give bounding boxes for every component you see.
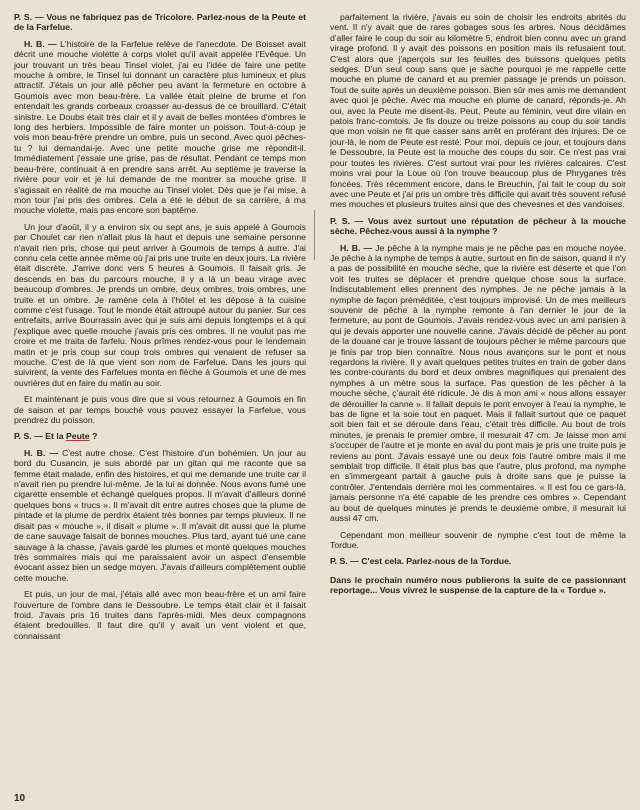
question-prefix: P. S. — Et la [14,431,66,442]
question-peute [14,431,306,441]
margin-mark [314,210,317,260]
peute-word: Peute [65,431,90,442]
answer-text: C'est autre chose. C'est l'histoire d'un bohémien. Un jour au bord du Cusancin, je suis abordé par un gitan qui me raconte que sa femme était malade, enfin des histoires, et qui me demande une truite car il n'avait rien pu prendre lui-même. Je la lui ai donnée. Nous avons fumé une cigarette ensemble et échangé quelques propos. Il m'avait d'ailleurs donné quelques bons « trucs ». Il m'avait dit entre autres choses que la plume de pintade et la plume de perdrix étaient très bonnes par temps pluvieux. Il ne disait pas « mouche », il disait « plume ». Il m'avait dit aussi que la plume de cane sauvage faisait de bonnes mouches. Plus tard, ayant tué une cane sauvage à la chasse, j'avais gardé les plumes et monté quelques mouches très sommaires mais qui me paraissaient avoir un aspect d'ensemble évocant assez bien un sedge moyen. J'avais d'ailleurs complètement oublié cette mouche. [14,447,306,583]
speaker-label: H. B. — [24,38,57,49]
question-farfelue: P. S. — Vous ne fabriquez pas de Tricolore. Parlez-nous de la Peute et de la Farfelue. [14,12,306,33]
speaker-label: H. B. — [24,447,59,458]
answer-peute [14,448,306,583]
page-number: 10 [14,793,26,804]
paragraph-advice: Et maintenant je puis vous dire que si vous retournez à Goumois en fin de saison et par temps bouché vous pouvez essayer la Farfelue, vous prendrez du poisson. [14,394,306,426]
left-column [14,12,306,647]
paragraph-tordue: Cependant mon meilleur souvenir de nymphe c'est tout de même la Tordue. [330,529,626,550]
answer-nymphe [330,243,626,524]
question-tordue: P. S. — C'est cela. Parlez-nous de la Tordue. [330,556,512,567]
answer-text: L'histoire de la Farfelue relève de l'anecdote. De Boisset avait décrit une mouche violette à corps violet qu'il avait appelée l'Evêque. Un jour trouvant un très beau Tinsel violet, j'ai eu l'idée de faire une petite mouche à ombre, le Tinsel lui donnant un caractère plus lumineux et plus attractif. J'étais un jour allé pêcher peu avant la fermeture en octobre à Goumois avec mon beau-frère. La vallée était pleine de brume et l'on entendait les grands corbeaux croasser au-dessus de ce brouillard. C'était sinistre. Le Doubs était très clair et il y avait de belles montées d'ombres le long des herbiers. Impossible de faire monter un poisson. Tout-à-coup je vois mon beau-frère prendre un ombre, puis un second. Avec quoi pêches-tu ? lui demandai-je. Avec une petite mouche grise me répondit-il. Immédiatement j'essaie une grise, pas de résultat. Pendant ce temps mon beau-frère, continuait à en prendre sans arrêt. Au septième je traverse la rivière pour voir et je lui demande de me montrer sa mouche grise. Il s'agissait en réalité de ma mouche au Tinsel violet. Dès que je l'ai mise, à mon tour j'ai pris des ombres. Cela a été le début de sa carrière, à ma mouche violette, mais pas encore son baptême. [14,38,306,216]
question-nymphe: P. S. — Vous avez surtout une réputation de pêcheur à la mouche sèche. Pêchez-vous aussi à la nymphe ? [330,215,626,237]
answer-farfelue [14,39,306,216]
right-column [330,12,626,602]
paragraph-goumois: Un jour d'août, il y a environ six ou sept ans, je suis appelé à Goumois par Choulet car rien n'allait plus là haut et depuis une semaine personne n'avait rien pris, chose qui peut arriver à Goumois de temps à autre. J'ai connu cela cette année même où j'ai pris une truite en deux jours. La rivière était discrète. J'arrive donc vers 5 heures à Goumois. Il faisait gris. Je descends en bas du parcours mouche, il y a là un beau virage avec beaucoup d'ombres. Je prends un ombre, deux ombres, trois ombres, une truite et un ombre. Je ramène cela à l'hôtel et les dépose à la cuisine comme c'est l'usage. Tout le monde était attroupé autour du panier. Sur ces entrefaits, arrive Bourrassin avec qui je suis ami depuis longtemps et à qui j'explique avec quelle mouche j'avais pris ces ombres. Il ne voulut pas me croire et me traita de farfelu. Nous prîmes rendez-vous pour le lendemain matin et je pris coup sur coup trois ombres qui venaient de refuser sa mouche. C'est de là que vient son nom de Farfelue. Dans les jours qui suivirent, la vente des Farfelues monta en flèche à Goumois et une de mes ouvrières dut en faire du matin au soir. [14,221,306,388]
paragraph-may: Et puis, un jour de mai, j'étais allé avec mon beau-frère et un ami faire l'ouverture de l'ombre dans le Dessoubre. Le temps était clair et il faisait froid. J'avais pris 16 truites dans l'après-midi. Mes deux compagnons étaient bredouilles. Il faut dire qu'il y avait un vent violent et que, connaissant [14,589,306,641]
question-suffix: ? [89,431,98,442]
closing-note: Dans le prochain numéro nous publierons la suite de ce passionnant reportage... Vous vivrez le suspense de la capture de la « Tordue ». [330,574,626,596]
speaker-label: H. B. — [340,242,373,253]
answer-text: Je pêche à la nymphe mais je ne pêche pas en mouche noyée. Je pêche à la nymphe de temps à autre, surtout en fin de saison, quand il n'y a pas de possibilité en mouche sèche, que la rivière est déserte et que l'on voit les truites se déplacer et prendre quelque chose sous la surface. Indiscutablement elles prennent des nymphes. Je ne pêche jamais à la nymphe de façon préméditée, c'est toujours improvisé. Un de mes meilleurs souvenir de pêche à la nymphe remonte à l'an dernier le jour de la fermeture, au pont de Goumois. J'avais rendez-vous avec un ami parisien à qui je devais apporter une nouvelle canne. J'avais décidé de pêcher au pont de la douane car je trouve lassant de toujours pêcher le même parcours que je finis par trop bien connaître. Nous nous avançons sur le pont et nous regardons la rivière. Il y avait quelques petites truites en train de gober dans les contre-courants du bord et deux ombres magnifiques qui prenaient des nymphes à un mètre sous la surface. Pas question de les pêcher à la mouche sèche, ç'aurait été ridicule. Je dis à mon ami « nous allons essayer de dérouiller la canne ». Il fallait depuis le pont envoyer à l'eau la nymphe, le bas de ligne et la soie tout en paquet. Mais il fallait surtout que ce paquet soit bien fait et se déroule dans l'eau, c'était très difficile. Au bout de trois minutes, je prenais le premier ombre, il mesurait 47 cm. Je laisse mon ami s'occuper de l'autre et je monte en aval du pont mais je pris une truite puis je reviens au pont. J'avais essayé une ou deux fois l'autre ombre mais il me semblait trop difficile. Il était plus bas que l'autre, plus profond, ma nymphe en s'immergeant partait à gauche puis à droite sans que je puisse la contrôler. J'entendais derrière moi les commentaires. « Il est fou ce gars-là, jamais personne n'a été capable de les prendre ces ombres ». Cependant au bout de quelques minutes je prends le deuxième ombre, il mesurait lui aussi 47 cm. [330,242,627,524]
paragraph-continued: parfaitement la rivière, j'avais eu soin de choisir les endroits abrités du vent. Il n'y avait que de rares gobages sous les arbres. Nous décidâmes d'aller faire le coup du soir au kilomètre 5, endroit bien connu avec un grand virage profond. Il y avait des poissons en position mais ils refusaient tout. C'est alors que j'aperçois sur les feuilles des buissons quelques petits sedges. D'un seul coup sans que je sache pourquoi je me rappelle cette mouche en plume de canard et au premier passage je prends un poisson. Tout de suite après un deuxième poisson. Bien sûr mes amis me demandent avec quoi je pêche. Avec ma mouche en plume de canard, réponds-je. Ah oui, avec la Peute me disent-ils. Peut, Peute au féminin, veut dire vilain en patois franc-comtois. Je fis douze ou treize poissons au coup du soir tandis que mon voisin ne fit que casser sans arrêt en proférant des injures. De ce jour-là, le nom de Peute est resté. Pour moi, depuis ce jour, et toujours dans le Dessoubre, la Peute est la mouche des coups du soir. Ce n'est pas vrai pour toutes les rivières. C'est surtout vrai pour les rivières calcaires. C'est moins vrai pour la Loue où l'on trouve beaucoup plus de Phryganes très foncées. Très récemment encore, dans le Breuchin, j'ai fait le coup du soir avec une Peute et j'ai pris un ombre très difficile qui avait très souvent refusé mes mouches et plusieurs truites ainsi que des chevesnes et des vandoises. [330,12,626,210]
